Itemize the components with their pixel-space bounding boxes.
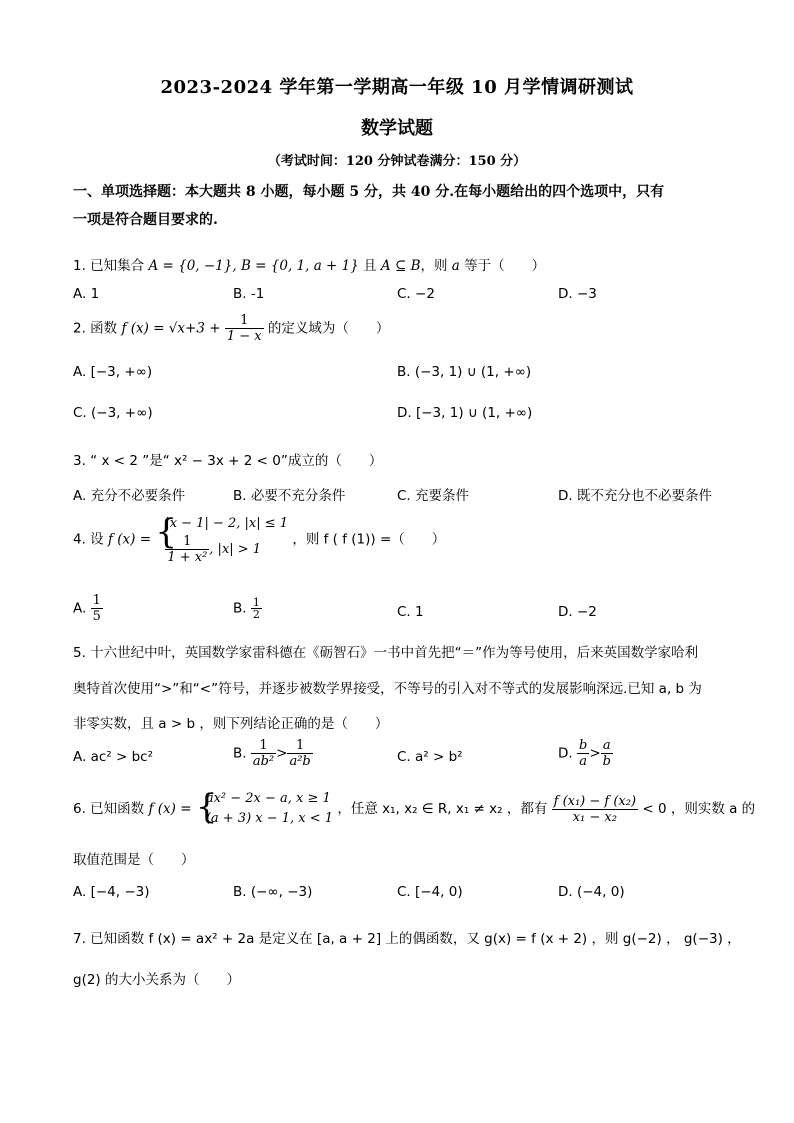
q4-option-c: C. 1: [397, 604, 424, 620]
q4-case2-num: 1: [165, 534, 209, 550]
q1-sets: A = {0, −1}, B = {0, 1, a + 1}: [148, 258, 359, 274]
q5-option-b-label: B.: [233, 745, 247, 762]
q6-fraction: [552, 794, 638, 825]
q4-option-a: [73, 593, 103, 624]
q5-option-b: [233, 738, 313, 769]
q4-piecewise: [155, 514, 288, 565]
q5-line-3: 非零实数，且 a > b ，则下列结论正确的是（ ）: [73, 716, 389, 732]
q2-frac-den: 1 − x: [226, 329, 262, 344]
q5-option-c: C. a² > b²: [397, 749, 463, 765]
exam-title: 2023-2024 学年第一学期高一年级 10 月学情调研测试: [160, 77, 634, 98]
q7-line-1: 7. 已知函数 f (x) = ax² + 2a 是定义在 [a, a + 2] 上的偶函数，又 g(x) = f (x + 2) ，则 g(−2) ， g(−3) ，: [73, 931, 741, 947]
q6-piecewise: [196, 789, 333, 829]
q6-frac-num: f (x₁) − f (x₂): [553, 793, 637, 809]
q2-suffix: 的定义域为（ ）: [267, 320, 390, 337]
question-2: [73, 313, 389, 344]
q5-line-1: 5. 十六世纪中叶，英国数学家雷科德在《砺智石》一书中首先把“＝”作为等号使用，后来英国数学家哈利: [73, 645, 699, 661]
q4-option-a-num: 1: [92, 593, 101, 608]
exam-info: （考试时间：120 分钟试卷满分：150 分）: [267, 154, 527, 169]
q5-option-b-left: [251, 738, 276, 769]
q2-frac-num: 1: [225, 313, 264, 329]
q4-fx: f (x) =: [107, 531, 152, 548]
q2-option-d: D. [−3, 1) ∪ (1, +∞): [397, 405, 533, 421]
q6-prefix: 6. 已知函数: [73, 801, 145, 817]
q5-option-d-left: [577, 738, 589, 769]
q4-prefix: 4. 设: [73, 531, 104, 548]
question-6: [73, 789, 755, 829]
q5-option-d-left-num: b: [578, 738, 588, 753]
q4-case2-den: 1 + x²: [167, 550, 208, 565]
q1-option-a: A. 1: [73, 286, 100, 302]
q5-option-d-right-num: a: [601, 738, 613, 754]
q5-option-d-right-den: b: [602, 754, 611, 769]
section-heading-line2: 一项是符合题目要求的.: [73, 212, 218, 228]
q6-line-2: 取值范围是（ ）: [73, 852, 195, 868]
q1-suffix: 等于（ ）: [464, 258, 546, 274]
q3-option-c: C. 充要条件: [397, 488, 470, 504]
subject-title: 数学试题: [361, 118, 433, 139]
q5-option-b-left-den: ab²: [252, 754, 275, 769]
q4-option-a-den: 5: [92, 609, 101, 624]
q5-option-b-right-num: 1: [287, 738, 312, 754]
question-4: [73, 514, 445, 565]
question-3: 3. “ x < 2 ”是“ x² − 3x + 2 < 0”成立的（ ）: [73, 453, 383, 469]
q1-option-c: C. −2: [397, 286, 435, 302]
q6-mid: ，任意 x₁, x₂ ∈ R, x₁ ≠ x₂ ，都有: [337, 801, 548, 817]
q4-case2-row: [165, 534, 288, 565]
q4-option-a-fraction: [91, 593, 103, 624]
q4-option-b-num: 1: [252, 596, 260, 609]
q1-prefix: 1. 已知集合: [73, 258, 145, 274]
q5-option-b-left-num: 1: [251, 738, 276, 754]
q4-option-b-fraction: [251, 597, 262, 620]
q3-option-b: B. 必要不充分条件: [233, 488, 346, 504]
q7-line-2: g(2) 的大小关系为（ ）: [73, 972, 240, 988]
q2-prefix: 2. 函数: [73, 320, 118, 337]
q3-option-d: D. 既不充分也不必要条件: [558, 488, 712, 504]
q2-option-c: C. (−3, +∞): [73, 405, 153, 421]
q4-case2-cond: , |x| > 1: [209, 542, 262, 557]
q5-option-d: [558, 738, 613, 769]
q1-option-b: B. -1: [233, 286, 265, 302]
q6-case1: ax² − 2x − a, x ≥ 1: [205, 791, 331, 806]
q4-case1: |x − 1| − 2, |x| ≤ 1: [165, 516, 289, 531]
q6-case2: (a + 3) x − 1, x < 1: [205, 811, 334, 826]
q4-option-d: D. −2: [558, 604, 597, 620]
q6-suffix: < 0 ，则实数 a 的: [642, 801, 756, 817]
section-heading-line1: 一、单项选择题：本大题共 8 小题，每小题 5 分，共 40 分.在每小题给出的四个选项中，只有: [73, 184, 665, 200]
q5-option-b-right-den: a²b: [289, 754, 311, 769]
q5-option-d-label: D.: [558, 745, 573, 762]
q5-option-d-right: [601, 738, 613, 769]
q4-option-a-label: A.: [73, 600, 87, 617]
q4-option-b-den: 2: [252, 608, 260, 621]
q6-brace: {: [195, 787, 218, 827]
q5-line-2: 奥特首次使用“>”和“<”符号，并逐步被数学界接受，不等号的引入对不等式的发展影响深远.已知 a, b 为: [73, 681, 702, 697]
q5-option-d-gt: >: [589, 745, 601, 762]
q5-option-b-gt: >: [276, 745, 288, 762]
question-1: [73, 254, 545, 274]
q1-var: a: [451, 258, 460, 274]
q2-option-b: B. (−3, 1) ∪ (1, +∞): [397, 364, 532, 380]
q6-fx: f (x) =: [148, 801, 192, 817]
q6-option-a: A. [−4, −3): [73, 884, 150, 900]
q5-option-b-right: [287, 738, 312, 769]
q6-option-b: B. (−∞, −3): [233, 884, 313, 900]
q5-option-a: A. ac² > bc²: [73, 749, 153, 765]
q1-option-d: D. −3: [558, 286, 597, 302]
q6-frac-den: x₁ − x₂: [572, 809, 617, 825]
q1-condition: A ⊆ B: [380, 258, 421, 274]
q2-func: f (x) = √x+3 +: [121, 320, 221, 337]
q3-option-a: A. 充分不必要条件: [73, 488, 186, 504]
q6-option-c: C. [−4, 0): [397, 884, 463, 900]
q4-brace: {: [155, 512, 177, 552]
q4-option-b: [233, 597, 262, 620]
q4-suffix: ，则 f ( f (1)) =（ ）: [292, 531, 446, 548]
q4-option-b-label: B.: [233, 600, 247, 617]
q2-option-a: A. [−3, +∞): [73, 364, 153, 380]
q2-fraction: [225, 313, 264, 344]
q5-option-d-left-den: a: [579, 754, 588, 769]
q1-mid2: ，则: [420, 258, 448, 274]
q6-option-d: D. (−4, 0): [558, 884, 625, 900]
q1-mid: 且: [363, 258, 377, 274]
